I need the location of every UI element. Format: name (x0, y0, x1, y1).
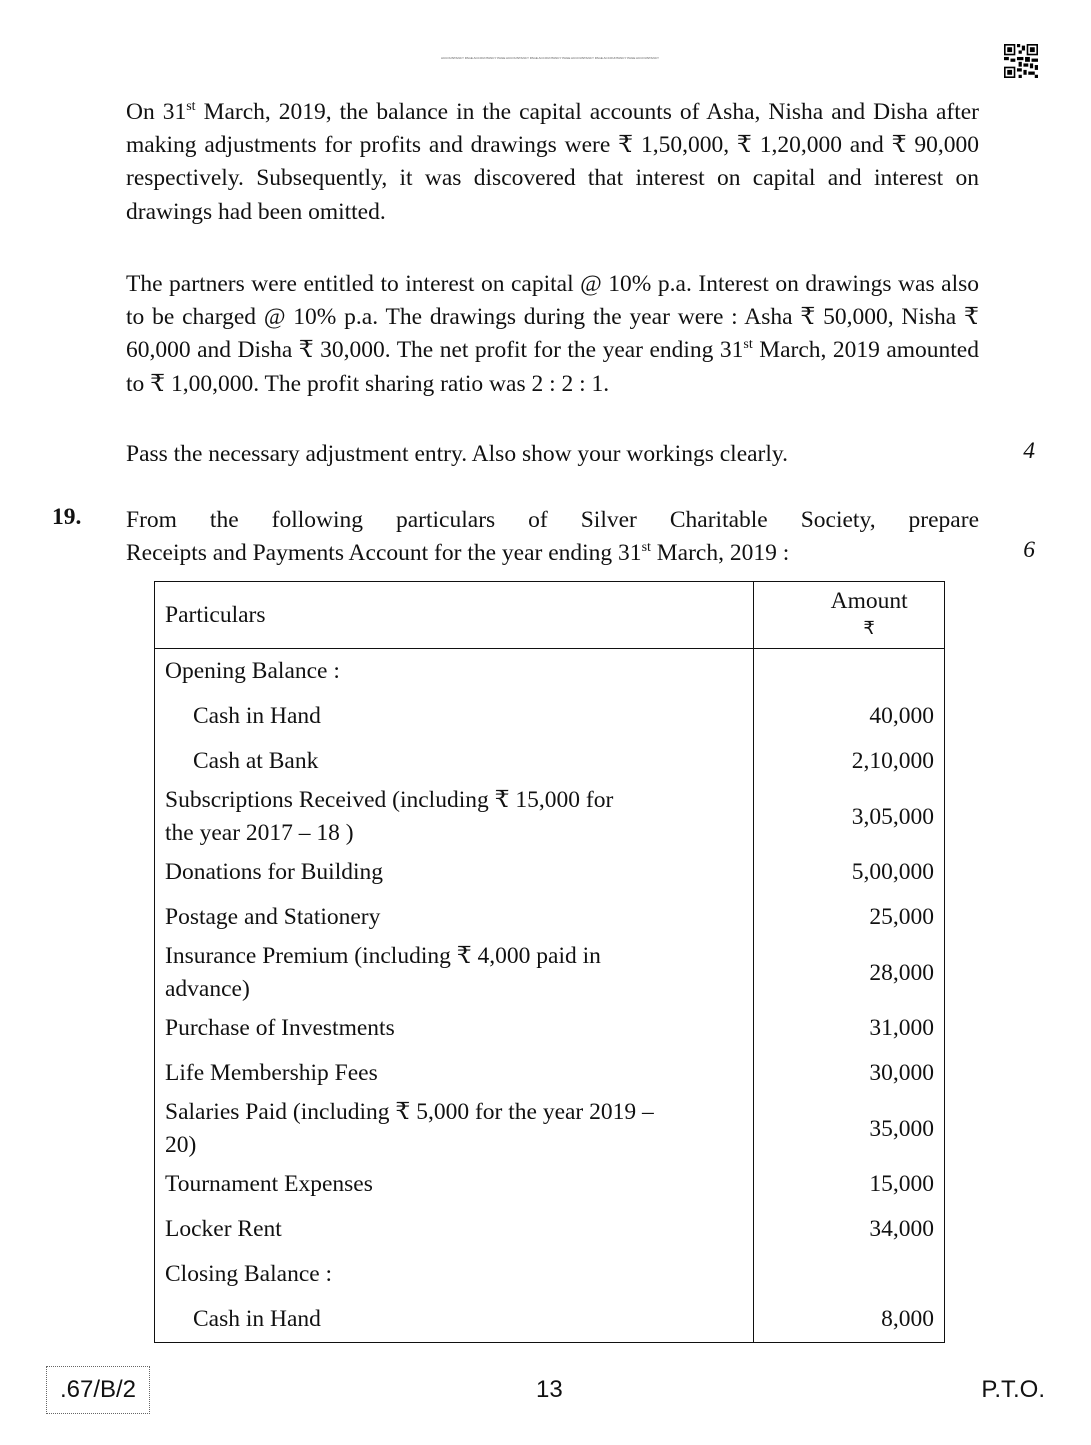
q18-paragraph-2: The partners were entitled to interest on capital @ 10% p.a. Interest on drawings was also to be charged @ 10% p.a. The drawings during the year were : Asha ₹ 50,000, Nisha ₹ 60,000 and Disha ₹ 30,000. The net profit for the year ending 31st March, 2019 amounted to ₹ 1,00,000. The profit sharing ratio was 2 : 2 : 1. (126, 271, 979, 397)
receipts-payments-particulars-table (154, 581, 945, 1343)
table-row (155, 649, 945, 695)
row-particular: Closing Balance : (155, 1252, 754, 1297)
row-amount: 40,000 (754, 694, 945, 739)
row-amount: 15,000 (754, 1162, 945, 1207)
row-particular: Tournament Expenses (155, 1162, 754, 1207)
row-particular: Subscriptions Received (including ₹ 15,000 for the year 2017 – 18 ) (155, 784, 754, 850)
table-row (155, 1006, 945, 1051)
row-amount (754, 649, 945, 695)
q18-paragraph-1: On 31st March, 2019, the balance in the capital accounts of Asha, Nisha and Disha after making adjustments for profits and drawings were ₹ 1,50,000, ₹ 1,20,000 and ₹ 90,000 respectively. Subsequently, it was discovered that interest on capital and interest on drawings had been omitted. (126, 99, 979, 225)
header-particulars: Particulars (155, 582, 754, 649)
row-amount: 8,000 (754, 1297, 945, 1343)
row-amount: 5,00,000 (754, 850, 945, 895)
row-particular: Cash in Hand (155, 1297, 754, 1343)
row-particular: Opening Balance : (155, 649, 754, 695)
table-row (155, 940, 945, 1006)
table-row (155, 1207, 945, 1252)
please-turn-over: P.T.O. (981, 1376, 1045, 1403)
table-row (155, 1297, 945, 1343)
q19-line-2: Receipts and Payments Account for the year ending 31st March, 2019 : (126, 540, 790, 566)
paper-code: .67/B/2 (46, 1366, 150, 1414)
table-row (155, 784, 945, 850)
row-amount (754, 1252, 945, 1297)
row-particular: Locker Rent (155, 1207, 754, 1252)
row-amount: 35,000 (754, 1096, 945, 1162)
table-row (155, 739, 945, 784)
row-amount: 31,000 (754, 1006, 945, 1051)
q18-instruction: Pass the necessary adjustment entry. Also show your workings clearly. (126, 441, 789, 467)
row-particular: Purchase of Investments (155, 1006, 754, 1051)
q19-line-1: From the following particulars of Silver Charitable Society, prepare (126, 507, 979, 533)
table-row (155, 1051, 945, 1096)
row-particular: Insurance Premium (including ₹ 4,000 paid in advance) (155, 940, 754, 1006)
table-row (155, 895, 945, 940)
row-amount: 28,000 (754, 940, 945, 1006)
row-amount: 25,000 (754, 895, 945, 940)
q19-marks: 6 (1023, 537, 1035, 563)
row-amount: 34,000 (754, 1207, 945, 1252)
table-row (155, 1252, 945, 1297)
row-particular: Salaries Paid (including ₹ 5,000 for the year 2019 – 20) (155, 1096, 754, 1162)
q19-number: 19. (52, 504, 82, 530)
row-particular: Life Membership Fees (155, 1051, 754, 1096)
row-amount: 2,10,000 (754, 739, 945, 784)
header-amount: Amount ₹ (754, 582, 945, 649)
row-particular: Cash in Hand (155, 694, 754, 739)
table-header-row (155, 582, 945, 649)
row-particular: Donations for Building (155, 850, 754, 895)
table-row (155, 850, 945, 895)
page-number: 13 (536, 1376, 563, 1403)
q18-marks: 4 (1023, 438, 1035, 464)
table-row (155, 1162, 945, 1207)
row-amount: 30,000 (754, 1051, 945, 1096)
header-microtext: ACCOUNTANCY PAGE ACCOUNTANCY PAGE ACCOUNTANCY PAGE ACCOUNTANCY PAGE ACCOUNTANCY PAGE ACCOUNTANCY PAGE ACCOUNTANCY (441, 56, 659, 60)
row-amount: 3,05,000 (754, 784, 945, 850)
row-particular: Cash at Bank (155, 739, 754, 784)
table-row (155, 1096, 945, 1162)
table-row (155, 694, 945, 739)
qr-code-icon (1004, 44, 1038, 78)
rupee-icon: ₹ (863, 618, 875, 639)
row-particular: Postage and Stationery (155, 895, 754, 940)
